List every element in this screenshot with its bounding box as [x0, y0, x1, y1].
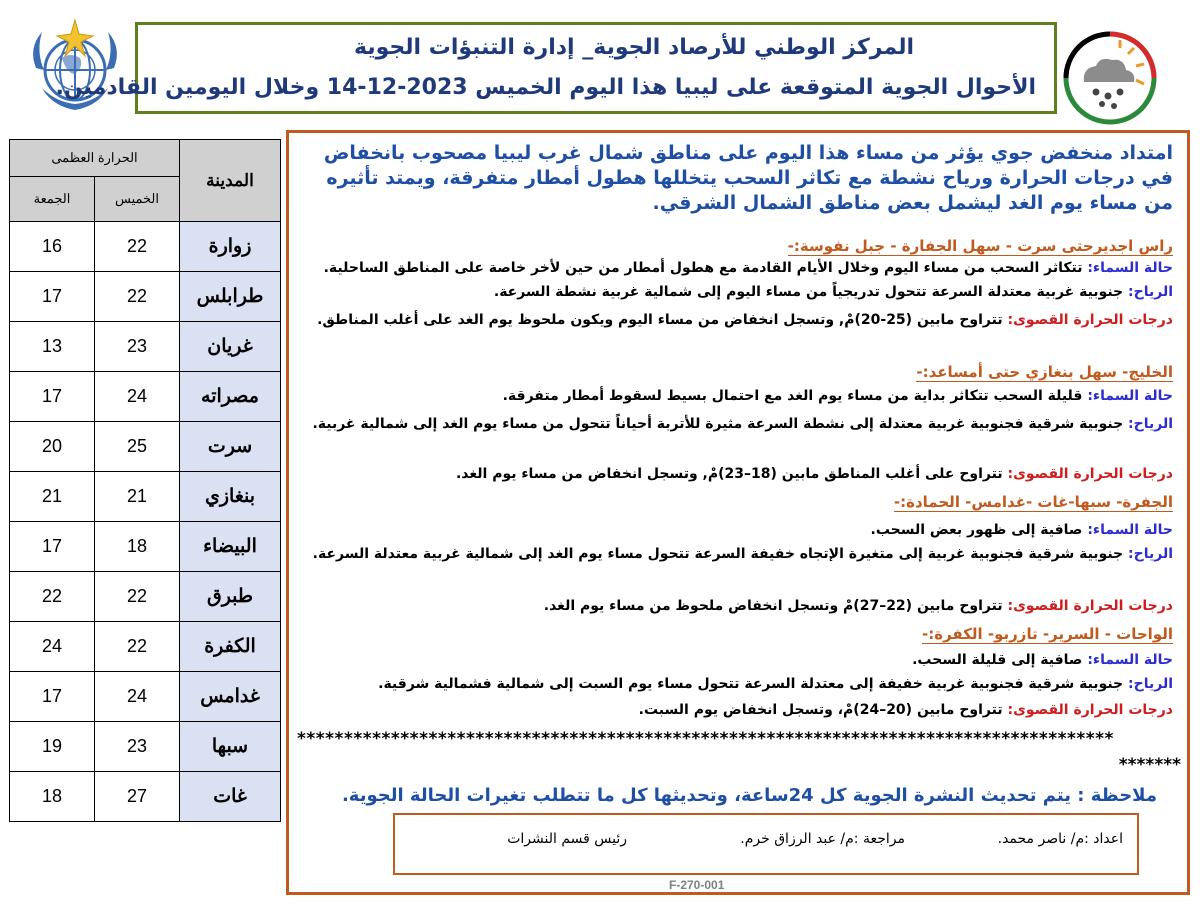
update-note: ملاحظة : يتم تحديث النشرة الجوية كل 24ساعة، وتحديثها كل ما تتطلب تغيرات الحالة الجوية. [341, 785, 1157, 806]
city-name: بنغازي [180, 472, 281, 522]
table-row [10, 422, 281, 472]
center-title: المركز الوطني للأرصاد الجوية_ إدارة التنبؤات الجوية [354, 35, 914, 60]
friday-temp: 17 [10, 372, 95, 422]
table-row [10, 472, 281, 522]
table-row [10, 722, 281, 772]
thursday-temp: 22 [95, 622, 180, 672]
forecast-panel [286, 130, 1190, 895]
friday-temp: 17 [10, 672, 95, 722]
city-name: غدامس [180, 672, 281, 722]
thursday-temp: 21 [95, 472, 180, 522]
table-row [10, 772, 281, 822]
friday-temp: 24 [10, 622, 95, 672]
region-title: الجفرة- سبها-غات -غدامس- الحمادة:- [893, 493, 1173, 511]
friday-temp: 20 [10, 422, 95, 472]
signature-box [393, 813, 1139, 875]
city-name: غريان [180, 322, 281, 372]
thursday-temp: 23 [95, 722, 180, 772]
thursday-temp: 22 [95, 572, 180, 622]
max-temp-header: الحرارة العظمى [10, 140, 180, 177]
city-name: زوارة [180, 222, 281, 272]
region-title: الخليج- سهل بنغازي حتى أمساعد:- [916, 363, 1173, 381]
header-box [55, 22, 1057, 114]
wind-line: الرياح: جنوبية شرقية فجنوبية غربية إلى متغيرة الإتجاه خفيفة السرعة تتحول مساء يوم الغد إلى شمالية غربية معتدلة السرعة. [312, 546, 1173, 562]
city-name: البيضاء [180, 522, 281, 572]
region-title: الواحات - السرير- تازربو- الكفرة:- [921, 625, 1173, 643]
prepared-by: اعداد :م/ ناصر محمد. [997, 831, 1123, 847]
sky-line: حالة السماء: صافية إلى قليلة السحب. [912, 652, 1173, 668]
friday-temp: 16 [10, 222, 95, 272]
wind-line: الرياح: جنوبية شرقية فجنوبية غربية خفيفة إلى معتدلة السرعة تتحول مساء يوم السبت إلى شمالية فشمالية شرقية. [378, 676, 1173, 692]
friday-temp: 21 [10, 472, 95, 522]
temperature-table [9, 139, 281, 822]
thursday-temp: 24 [95, 372, 180, 422]
city-name: غات [180, 772, 281, 822]
table-row [10, 522, 281, 572]
temp-line: درجات الحرارة القصوى: تتراوح مابين (25-20)مْ, وتسجل انخفاض من مساء اليوم ويكون ملحوظ يوم الغد على أغلب المناطق. [317, 312, 1173, 328]
temp-line: درجات الحرارة القصوى: تتراوح مابين (20–24)مْ، وتسجل انخفاض يوم السبت. [638, 702, 1173, 718]
thursday-column-header: الخميس [95, 177, 180, 222]
star-separator-short: ******* [1118, 755, 1181, 775]
region-title: راس اجديرحتى سرت - سهل الجفارة - جبل نفوسة:- [787, 237, 1173, 255]
city-name: الكفرة [180, 622, 281, 672]
table-row [10, 372, 281, 422]
city-column-header: المدينة [180, 140, 281, 222]
temp-line: درجات الحرارة القصوى: تتراوح مابين (22–27)مْ وتسجل انخفاض ملحوظ من مساء يوم الغد. [543, 598, 1173, 614]
temp-line: درجات الحرارة القصوى: تتراوح على أغلب المناطق مابين (18–23)مْ, وتسجل انخفاض من مساء يوم الغد. [455, 466, 1173, 482]
thursday-temp: 27 [95, 772, 180, 822]
wmo-logo [22, 18, 128, 116]
thursday-temp: 22 [95, 222, 180, 272]
bulletin-title: الأحوال الجوية المتوقعة على ليبيا هذا اليوم الخميس 2023-12-14 وخلال اليومين القادمين. [55, 75, 1036, 100]
weather-logo [1062, 30, 1158, 126]
friday-column-header: الجمعة [10, 177, 95, 222]
friday-temp: 22 [10, 572, 95, 622]
city-name: طرابلس [180, 272, 281, 322]
form-code: F-270-001 [669, 878, 725, 892]
sky-line: حالة السماء: صافية إلى ظهور بعض السحب. [870, 522, 1173, 538]
city-name: سبها [180, 722, 281, 772]
sky-line: حالة السماء: تتكاثر السحب من مساء اليوم وخلال الأيام القادمة مع هطول أمطار من حين لأخر خاصة على المناطق الساحلية. [323, 260, 1173, 276]
reviewed-by: مراجعة :م/ عبد الرزاق خرم. [740, 831, 905, 847]
sky-line: حالة السماء: قليلة السحب تتكاثر بداية من مساء يوم الغد مع احتمال بسيط لسقوط أمطار متفرقة. [502, 388, 1173, 404]
thursday-temp: 23 [95, 322, 180, 372]
friday-temp: 17 [10, 272, 95, 322]
friday-temp: 13 [10, 322, 95, 372]
table-row [10, 222, 281, 272]
thursday-temp: 18 [95, 522, 180, 572]
city-name: سرت [180, 422, 281, 472]
weather-cloud-sun-rain-icon [1062, 30, 1158, 126]
thursday-temp: 24 [95, 672, 180, 722]
table-row [10, 622, 281, 672]
bulletins-head: رئيس قسم النشرات [507, 831, 627, 847]
wind-line: الرياح: جنوبية شرقية فجنوبية غربية معتدلة إلى نشطة السرعة مثيرة للأتربة أحياناً تتحول من مساء يوم الغد إلى شمالية غربية. [312, 416, 1173, 432]
thursday-temp: 22 [95, 272, 180, 322]
synopsis-text: امتداد منخفض جوي يؤثر من مساء هذا اليوم على مناطق شمال غرب ليبيا مصحوب بانخفاض في درجات الحرارة ورياح نشطة مع تكاثر السحب يتخللها هطول أمطار متفرقة، ويمتد تأثيره من مساء يوم الغد ليشمل بعض مناطق الشمال الشرقي. [323, 142, 1173, 214]
wind-line: الرياح: جنوبية غربية معتدلة السرعة تتحول تدريجياً من مساء اليوم إلى شمالية غربية نشطة السرعة. [493, 284, 1173, 300]
table-row [10, 322, 281, 372]
wmo-globe-icon [22, 18, 128, 116]
friday-temp: 17 [10, 522, 95, 572]
friday-temp: 19 [10, 722, 95, 772]
table-row [10, 572, 281, 622]
table-row [10, 272, 281, 322]
friday-temp: 18 [10, 772, 95, 822]
city-name: طبرق [180, 572, 281, 622]
thursday-temp: 25 [95, 422, 180, 472]
table-row [10, 672, 281, 722]
star-separator: *************************************************************************************** [297, 729, 1114, 749]
city-name: مصراته [180, 372, 281, 422]
